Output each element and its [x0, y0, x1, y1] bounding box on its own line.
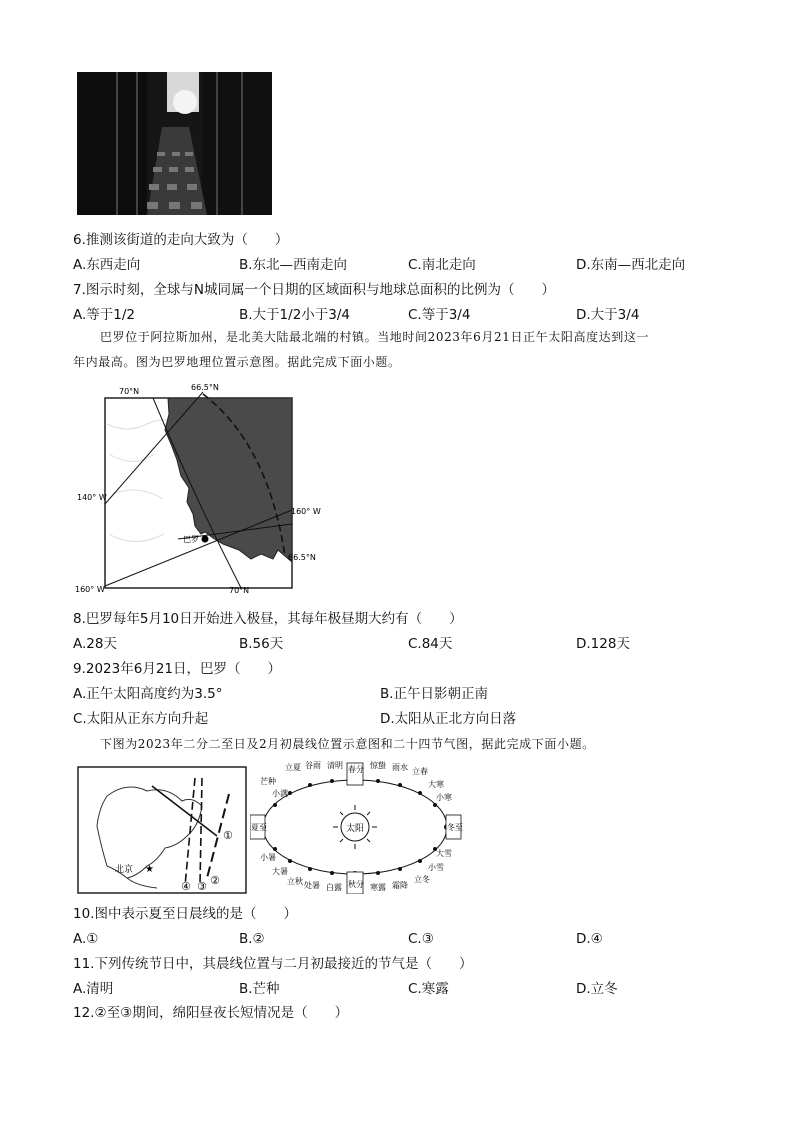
question-11: 11.下列传统节日中，其晨线位置与二月初最接近的节气是（ ） — [73, 956, 473, 972]
term-jingzhe: 惊蛰 — [370, 761, 386, 770]
q8-option-d[interactable]: D.128天 — [576, 636, 630, 652]
q8-option-b[interactable]: B.56天 — [239, 636, 284, 652]
q10-option-b[interactable]: B.② — [239, 931, 265, 947]
term-hanlu: 寒露 — [370, 883, 386, 892]
q7-option-c[interactable]: C.等于3/4 — [408, 307, 471, 323]
question-7: 7.图示时刻，全球与N城同属一个日期的区域面积与地球总面积的比例为（ ） — [73, 282, 555, 298]
q11-option-c[interactable]: C.寒露 — [408, 981, 449, 997]
term-dahan: 大寒 — [428, 780, 444, 789]
question-8: 8.巴罗每年5月10日开始进入极昼，其每年极昼期大约有（ ） — [73, 611, 463, 627]
term-shuangjiang: 霜降 — [392, 881, 408, 890]
term-daxue: 大雪 — [436, 849, 452, 858]
street-photo — [77, 72, 272, 215]
term-qiufen: 秋分 — [348, 880, 364, 889]
term-yushui: 雨水 — [392, 763, 408, 772]
term-lidong: 立冬 — [414, 875, 430, 884]
label-barrow: 巴罗 — [183, 535, 199, 544]
term-qingming: 清明 — [327, 761, 343, 770]
marker-3: ③ — [197, 880, 207, 893]
q9-option-c[interactable]: C.太阳从正东方向升起 — [73, 711, 209, 727]
passage-2-line-1: 下图为2023年二分二至日及2月初晨线位置示意图和二十四节气图，据此完成下面小题。 — [100, 737, 595, 751]
marker-2: ② — [210, 874, 220, 887]
term-xiaoman: 小满 — [272, 789, 288, 798]
term-bailu: 白露 — [326, 883, 342, 892]
q7-option-d[interactable]: D.大于3/4 — [576, 307, 640, 323]
question-10: 10.图中表示夏至日晨线的是（ ） — [73, 906, 297, 922]
term-chunfen: 春分 — [348, 765, 364, 774]
term-xiaoxue: 小雪 — [428, 863, 444, 872]
label-70n-bottom: 70°N — [229, 586, 250, 595]
label-beijing: 北京 — [115, 865, 134, 875]
term-xiaohan: 小寒 — [436, 793, 452, 802]
question-12: 12.②至③期间，绵阳昼夜长短情况是（ ） — [73, 1005, 349, 1021]
star-icon: ★ — [145, 864, 154, 875]
term-lixia: 立夏 — [285, 763, 301, 772]
marker-1: ① — [223, 829, 233, 842]
label-140w: 140° W — [77, 493, 107, 502]
term-xiaoshu: 小暑 — [260, 853, 276, 862]
q6-option-a[interactable]: A.东西走向 — [73, 257, 141, 273]
label-160w-left: 160° W — [75, 585, 105, 594]
q10-option-d[interactable]: D.④ — [576, 931, 603, 947]
label-160w-right: 160° W — [291, 507, 321, 516]
q11-option-d[interactable]: D.立冬 — [576, 981, 618, 997]
q10-option-a[interactable]: A.① — [73, 931, 99, 947]
q9-option-b[interactable]: B.正午日影朝正南 — [380, 686, 489, 702]
q6-option-c[interactable]: C.南北走向 — [408, 257, 476, 273]
sun-label: 太阳 — [346, 824, 365, 834]
q8-option-a[interactable]: A.28天 — [73, 636, 117, 652]
term-dashu: 大暑 — [272, 867, 288, 876]
terminator-map — [77, 766, 247, 894]
q9-option-a[interactable]: A.正午太阳高度约为3.5° — [73, 686, 223, 702]
q6-option-d[interactable]: D.东南—西北走向 — [576, 257, 686, 273]
passage-1-line-1: 巴罗位于阿拉斯加州，是北美大陆最北端的村镇。当地时间2023年6月21日正午太阳高度达到这一 — [100, 330, 650, 344]
term-guyu: 谷雨 — [305, 761, 321, 770]
label-70n-top: 70°N — [119, 387, 140, 396]
term-xiazhi: 夏至 — [251, 823, 267, 832]
marker-4: ④ — [181, 880, 191, 893]
label-66-5n-right: 66.5°N — [288, 553, 316, 562]
q7-option-a[interactable]: A.等于1/2 — [73, 307, 136, 323]
q8-option-c[interactable]: C.84天 — [408, 636, 453, 652]
q10-option-c[interactable]: C.③ — [408, 931, 434, 947]
q7-option-b[interactable]: B.大于1/2小于3/4 — [239, 307, 351, 323]
term-chushu: 处暑 — [304, 881, 320, 890]
passage-1-line-2: 年内最高。图为巴罗地理位置示意图。据此完成下面小题。 — [73, 355, 401, 369]
q11-option-a[interactable]: A.清明 — [73, 981, 114, 997]
question-9: 9.2023年6月21日，巴罗（ ） — [73, 661, 282, 677]
term-dongzhi: 冬至 — [447, 823, 463, 832]
term-mangzhong: 芒种 — [260, 777, 276, 786]
q9-option-d[interactable]: D.太阳从正北方向日落 — [380, 711, 517, 727]
q11-option-b[interactable]: B.芒种 — [239, 981, 280, 997]
question-6: 6.推测该街道的走向大致为（ ） — [73, 232, 289, 248]
q6-option-b[interactable]: B.东北—西南走向 — [239, 257, 348, 273]
solar-terms-diagram — [250, 760, 475, 894]
term-liqiu: 立秋 — [287, 877, 303, 886]
label-66-5n-top: 66.5°N — [191, 384, 219, 392]
barrow-location-map — [73, 384, 335, 596]
term-lichun: 立春 — [412, 767, 428, 776]
